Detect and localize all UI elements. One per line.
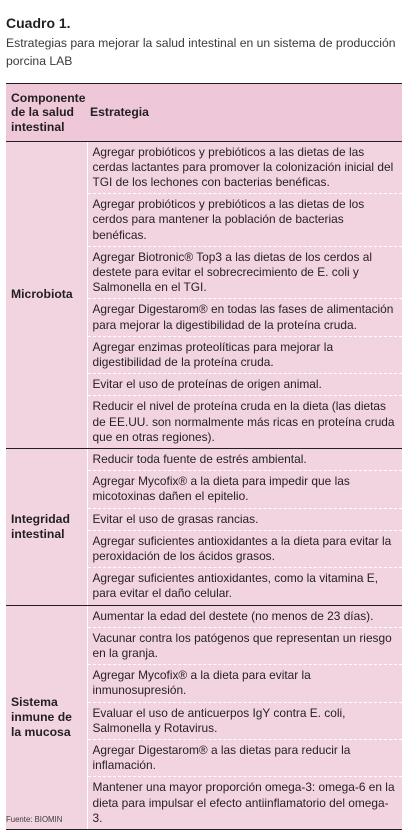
- strategy-cell: Agregar Mycofix® a la dieta para impedir que las micotoxinas dañen el epitelio.: [87, 471, 402, 508]
- strategy-cell: Evitar el uso de proteínas de origen animal.: [87, 374, 402, 396]
- strategy-cell: Agregar Biotronic® Top3 a las dietas de los cerdos al destete para evitar el sobrecrecimiento de E. coli y Salmonella en el TGI.: [87, 246, 402, 299]
- header-strategy: Estrategia: [87, 84, 402, 141]
- strategy-cell: Agregar Digestarom® en todas las fases de alimentación para mejorar la digestibilidad de la proteína cruda.: [87, 299, 402, 336]
- strategy-cell: Vacunar contra los patógenos que representan un riesgo en la granja.: [87, 627, 402, 664]
- source-note: Fuente: BIOMIN: [6, 815, 63, 824]
- table-caption-subtitle: Estrategias para mejorar la salud intestinal en un sistema de producción porcina LAB: [6, 36, 396, 68]
- table-row: [6, 141, 402, 194]
- table-row: [6, 448, 402, 470]
- strategy-cell: Agregar probióticos y prebióticos a las dietas de las cerdas lactantes para promover la colonización inicial del TGI de los lechones con bacterias benéficas.: [87, 141, 402, 194]
- strategy-cell: Agregar probióticos y prebióticos a las dietas de los cerdos para mantener la población de bacterias benéficas.: [87, 194, 402, 247]
- header-component: Componente de la salud intestinal: [6, 84, 87, 141]
- strategy-cell: Aumentar la edad del destete (no menos de 23 días).: [87, 605, 402, 627]
- strategy-cell: Agregar suficientes antioxidantes a la dieta para evitar la peroxidación de los ácidos grasos.: [87, 530, 402, 567]
- strategy-cell: Agregar Mycofix® a la dieta para evitar la inmunosupresión.: [87, 665, 402, 702]
- component-sistema-inmune: Sistema inmune de la mucosa: [6, 605, 87, 829]
- component-microbiota: Microbiota: [6, 141, 87, 448]
- strategy-cell: Reducir toda fuente de estrés ambiental.: [87, 448, 402, 470]
- table-header-row: [6, 84, 402, 141]
- strategy-cell: Reducir el nivel de proteína cruda en la dieta (las dietas de EE.UU. son normalmente más ricas en proteína cruda que en otras regiones).: [87, 396, 402, 449]
- table-caption-title: Cuadro 1.: [6, 15, 71, 31]
- strategy-cell: Evaluar el uso de anticuerpos IgY contra E. coli, Salmonella y Rotavirus.: [87, 702, 402, 739]
- strategy-cell: Agregar enzimas proteolíticas para mejorar la digestibilidad de la proteína cruda.: [87, 336, 402, 373]
- strategies-table: [6, 84, 402, 830]
- table-row: [6, 605, 402, 627]
- strategy-cell: Evitar el uso de grasas rancias.: [87, 508, 402, 530]
- strategy-cell: Agregar Digestarom® a las dietas para reducir la inflamación.: [87, 740, 402, 777]
- component-integridad-intestinal: Integridad intestinal: [6, 448, 87, 605]
- strategy-cell: Agregar suficientes antioxidantes, como la vitamina E, para evitar el daño celular.: [87, 568, 402, 605]
- strategy-cell: Mantener una mayor proporción omega-3: omega-6 en la dieta para impulsar el efecto antiinflamatorio del omega-3.: [87, 777, 402, 830]
